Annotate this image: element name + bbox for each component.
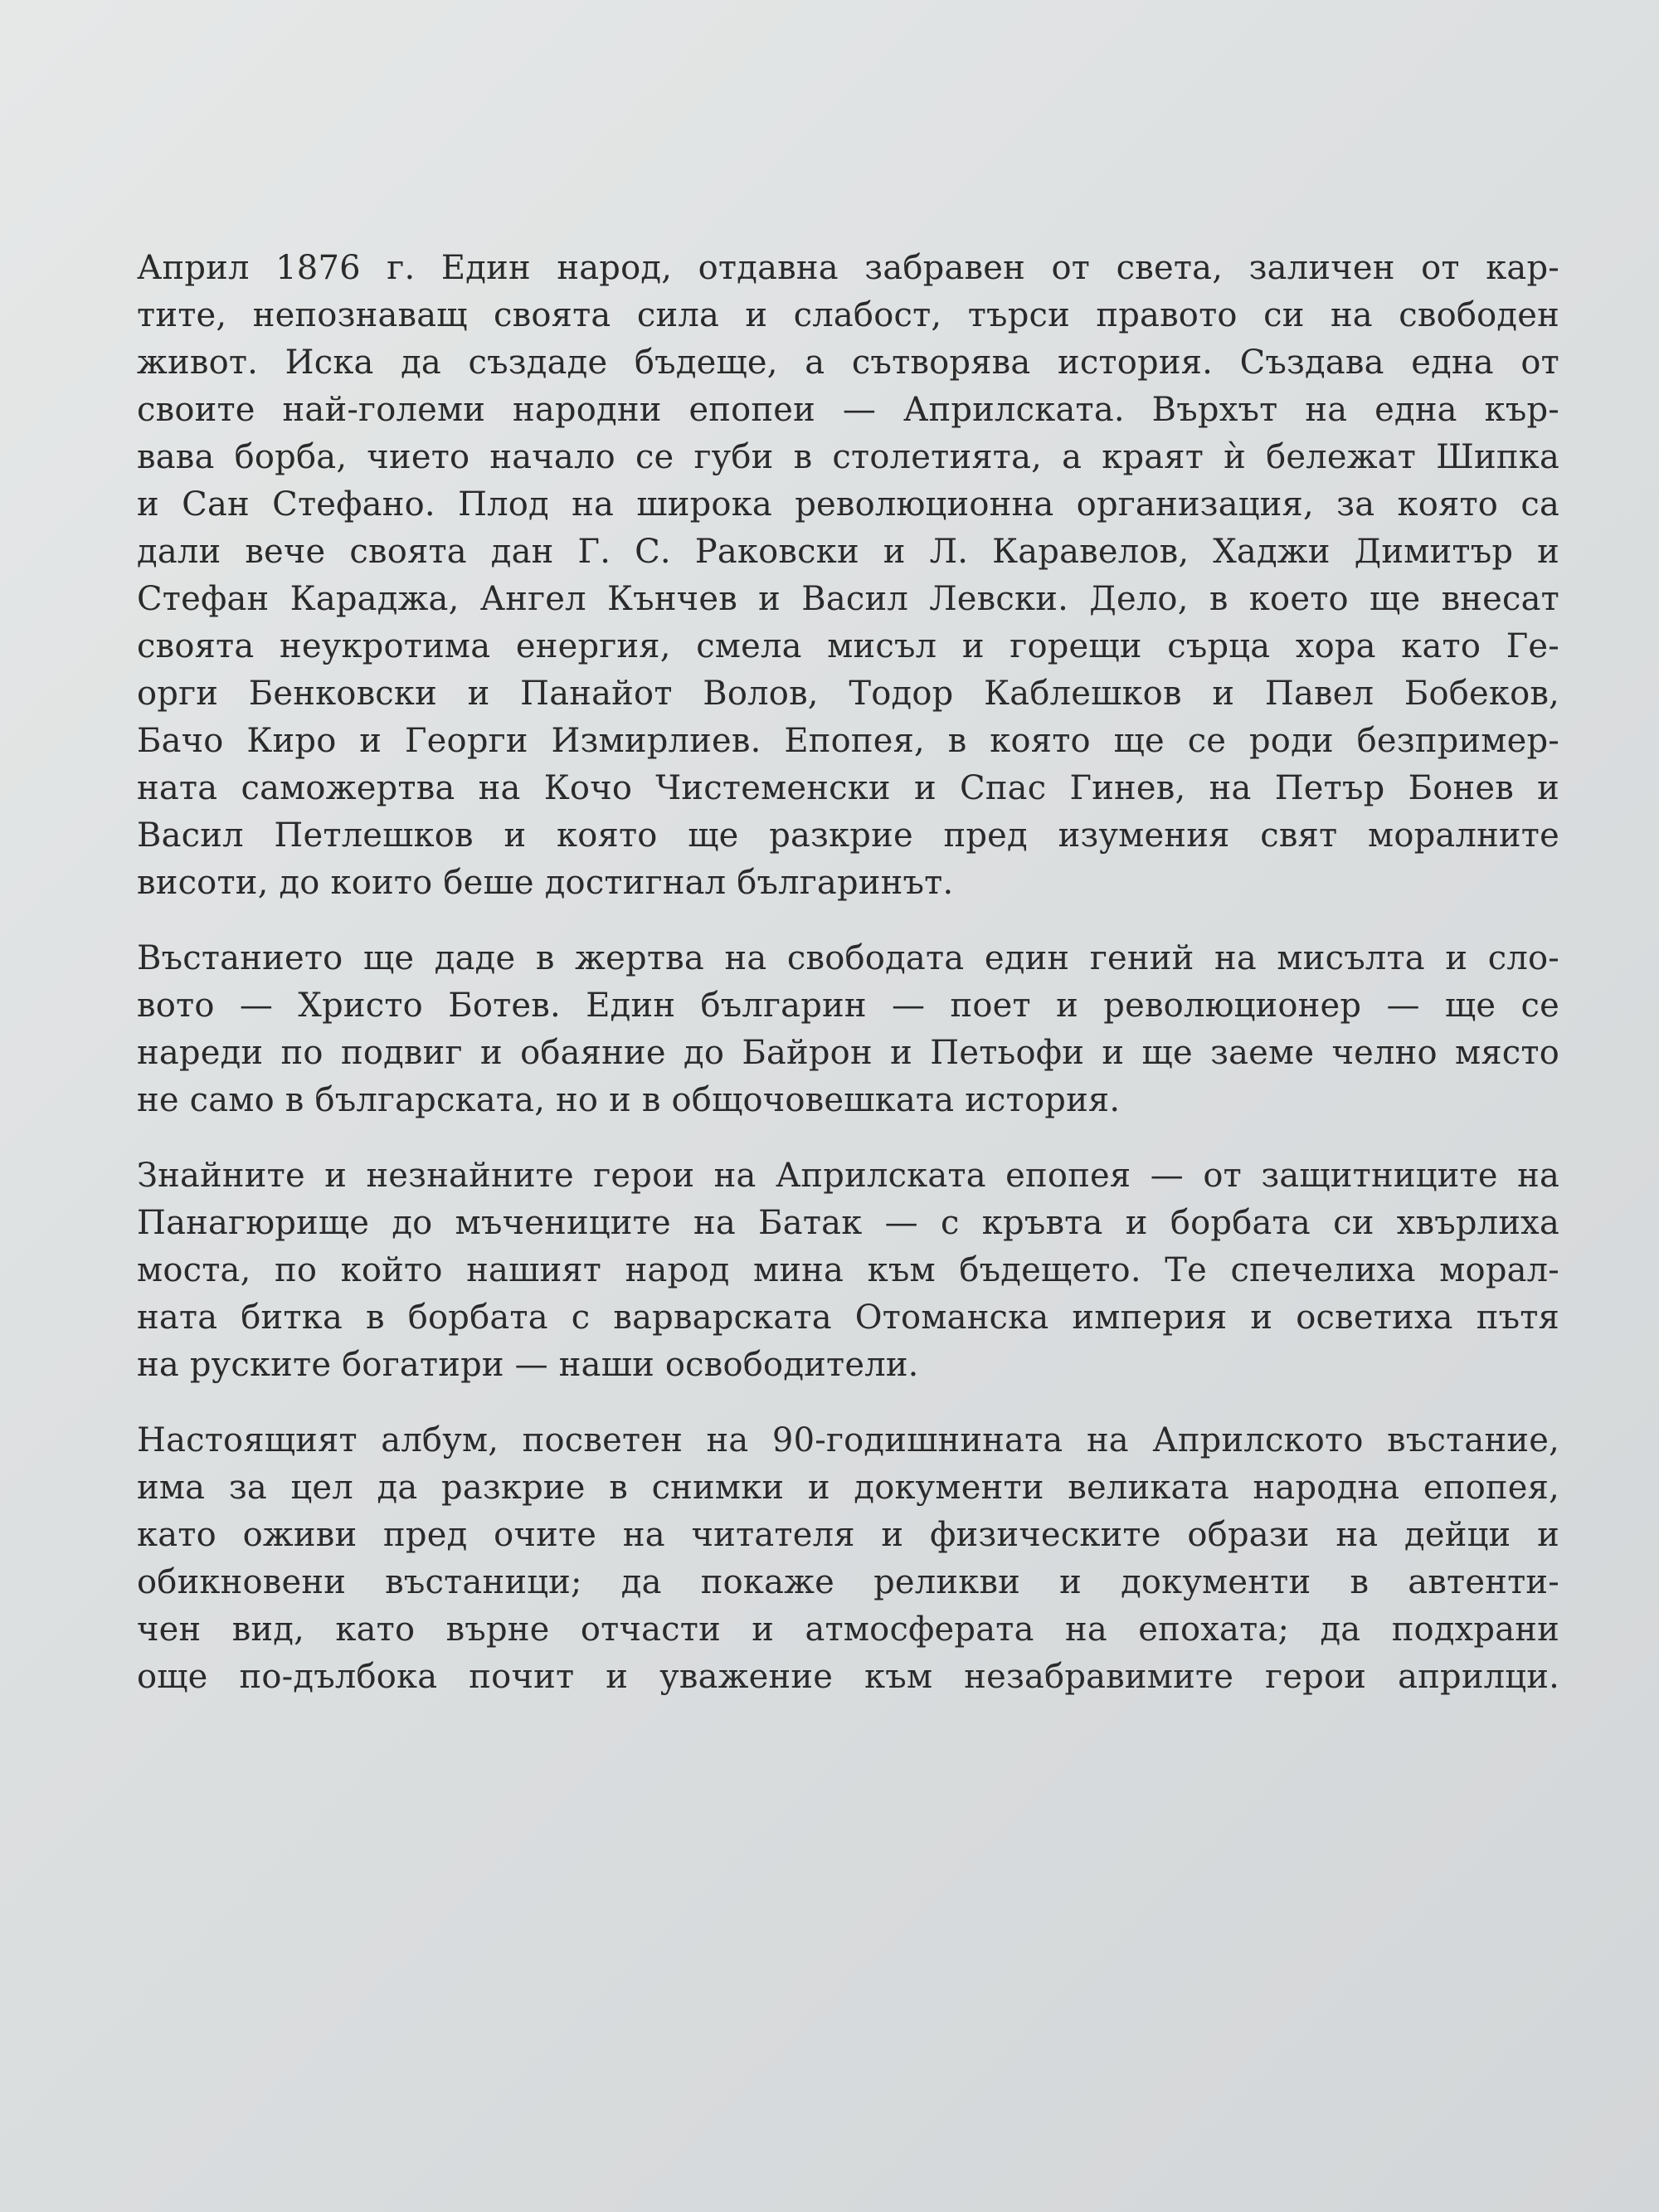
text-line: своите най-големи народни епопеи — Априлската. Върхът на една кър- [137,391,1559,429]
text-line: своята неукротима енергия, смела мисъл и горещи сърца хора като Ге- [137,627,1559,665]
text-line: още по-дълбока почит и уважение към незабравимите герои априлци. [137,1658,1559,1696]
text-line: и Сан Стефано. Плод на широка революционна организация, за която са [137,485,1559,524]
paragraph-1 [137,245,1559,907]
body-text [137,245,1559,1729]
text-line: ната саможертва на Кочо Чистеменски и Спас Гинев, на Петър Бонев и [137,769,1559,807]
text-line: дали вече своята дан Г. С. Раковски и Л. Каравелов, Хаджи Димитър и [137,533,1559,571]
text-line: на руските богатири — наши освободители. [137,1346,919,1384]
text-line: Васил Петлешков и която ще разкрие пред изумения свят моралните [137,816,1559,855]
text-line: вото — Христо Ботев. Един българин — поет и революционер — ще се [137,987,1559,1025]
text-line: тите, непознаващ своята сила и слабост, търси правото си на свободен [137,296,1559,334]
text-line: има за цел да разкрие в снимки и документи великата народна епопея, [137,1469,1559,1507]
text-line: живот. Иска да създаде бъдеще, а сътворява история. Създава една от [137,343,1559,382]
text-line: не само в българската, но и в общочовешката история. [137,1081,1121,1119]
text-line: орги Бенковски и Панайот Волов, Тодор Каблешков и Павел Бобеков, [137,675,1559,713]
text-line: Стефан Караджа, Ангел Кънчев и Васил Левски. Дело, в което ще внесат [137,580,1559,618]
text-line: Знайните и незнайните герои на Априлската епопея — от защитниците на [137,1157,1559,1195]
text-line: висоти, до които беше достигнал българинът. [137,864,954,902]
text-line: Бачо Киро и Георги Измирлиев. Епопея, в която ще се роди безпример- [137,722,1559,760]
text-line: нареди по подвиг и обаяние до Байрон и Петьофи и ще заеме челно място [137,1034,1559,1072]
text-line: Април 1876 г. Един народ, отдавна забравен от света, заличен от кар- [137,249,1559,287]
text-line: моста, по който нашият народ мина към бъдещето. Те спечелиха морал- [137,1251,1559,1289]
text-line: Настоящият албум, посветен на 90-годишнината на Априлското въстание, [137,1421,1559,1459]
text-line: ната битка в борбата с варварската Отоманска империя и осветиха пътя [137,1298,1559,1337]
text-line: като оживи пред очите на читателя и физическите образи на дейци и [137,1516,1559,1554]
text-line: обикновени въстаници; да покаже реликви и документи в автенти- [137,1563,1559,1601]
text-line: Панагюрище до мъчениците на Батак — с кръвта и борбата си хвърлиха [137,1204,1559,1242]
text-line: чен вид, като върне отчасти и атмосферата на епохата; да подхрани [137,1610,1559,1649]
text-line: вава борба, чието начало се губи в столетията, а краят ѝ бележат Шипка [137,438,1559,476]
text-line: Въстанието ще даде в жертва на свободата един гений на мисълта и сло- [137,939,1559,977]
paragraph-4 [137,1417,1559,1701]
paragraph-3 [137,1152,1559,1389]
paragraph-2 [137,935,1559,1124]
